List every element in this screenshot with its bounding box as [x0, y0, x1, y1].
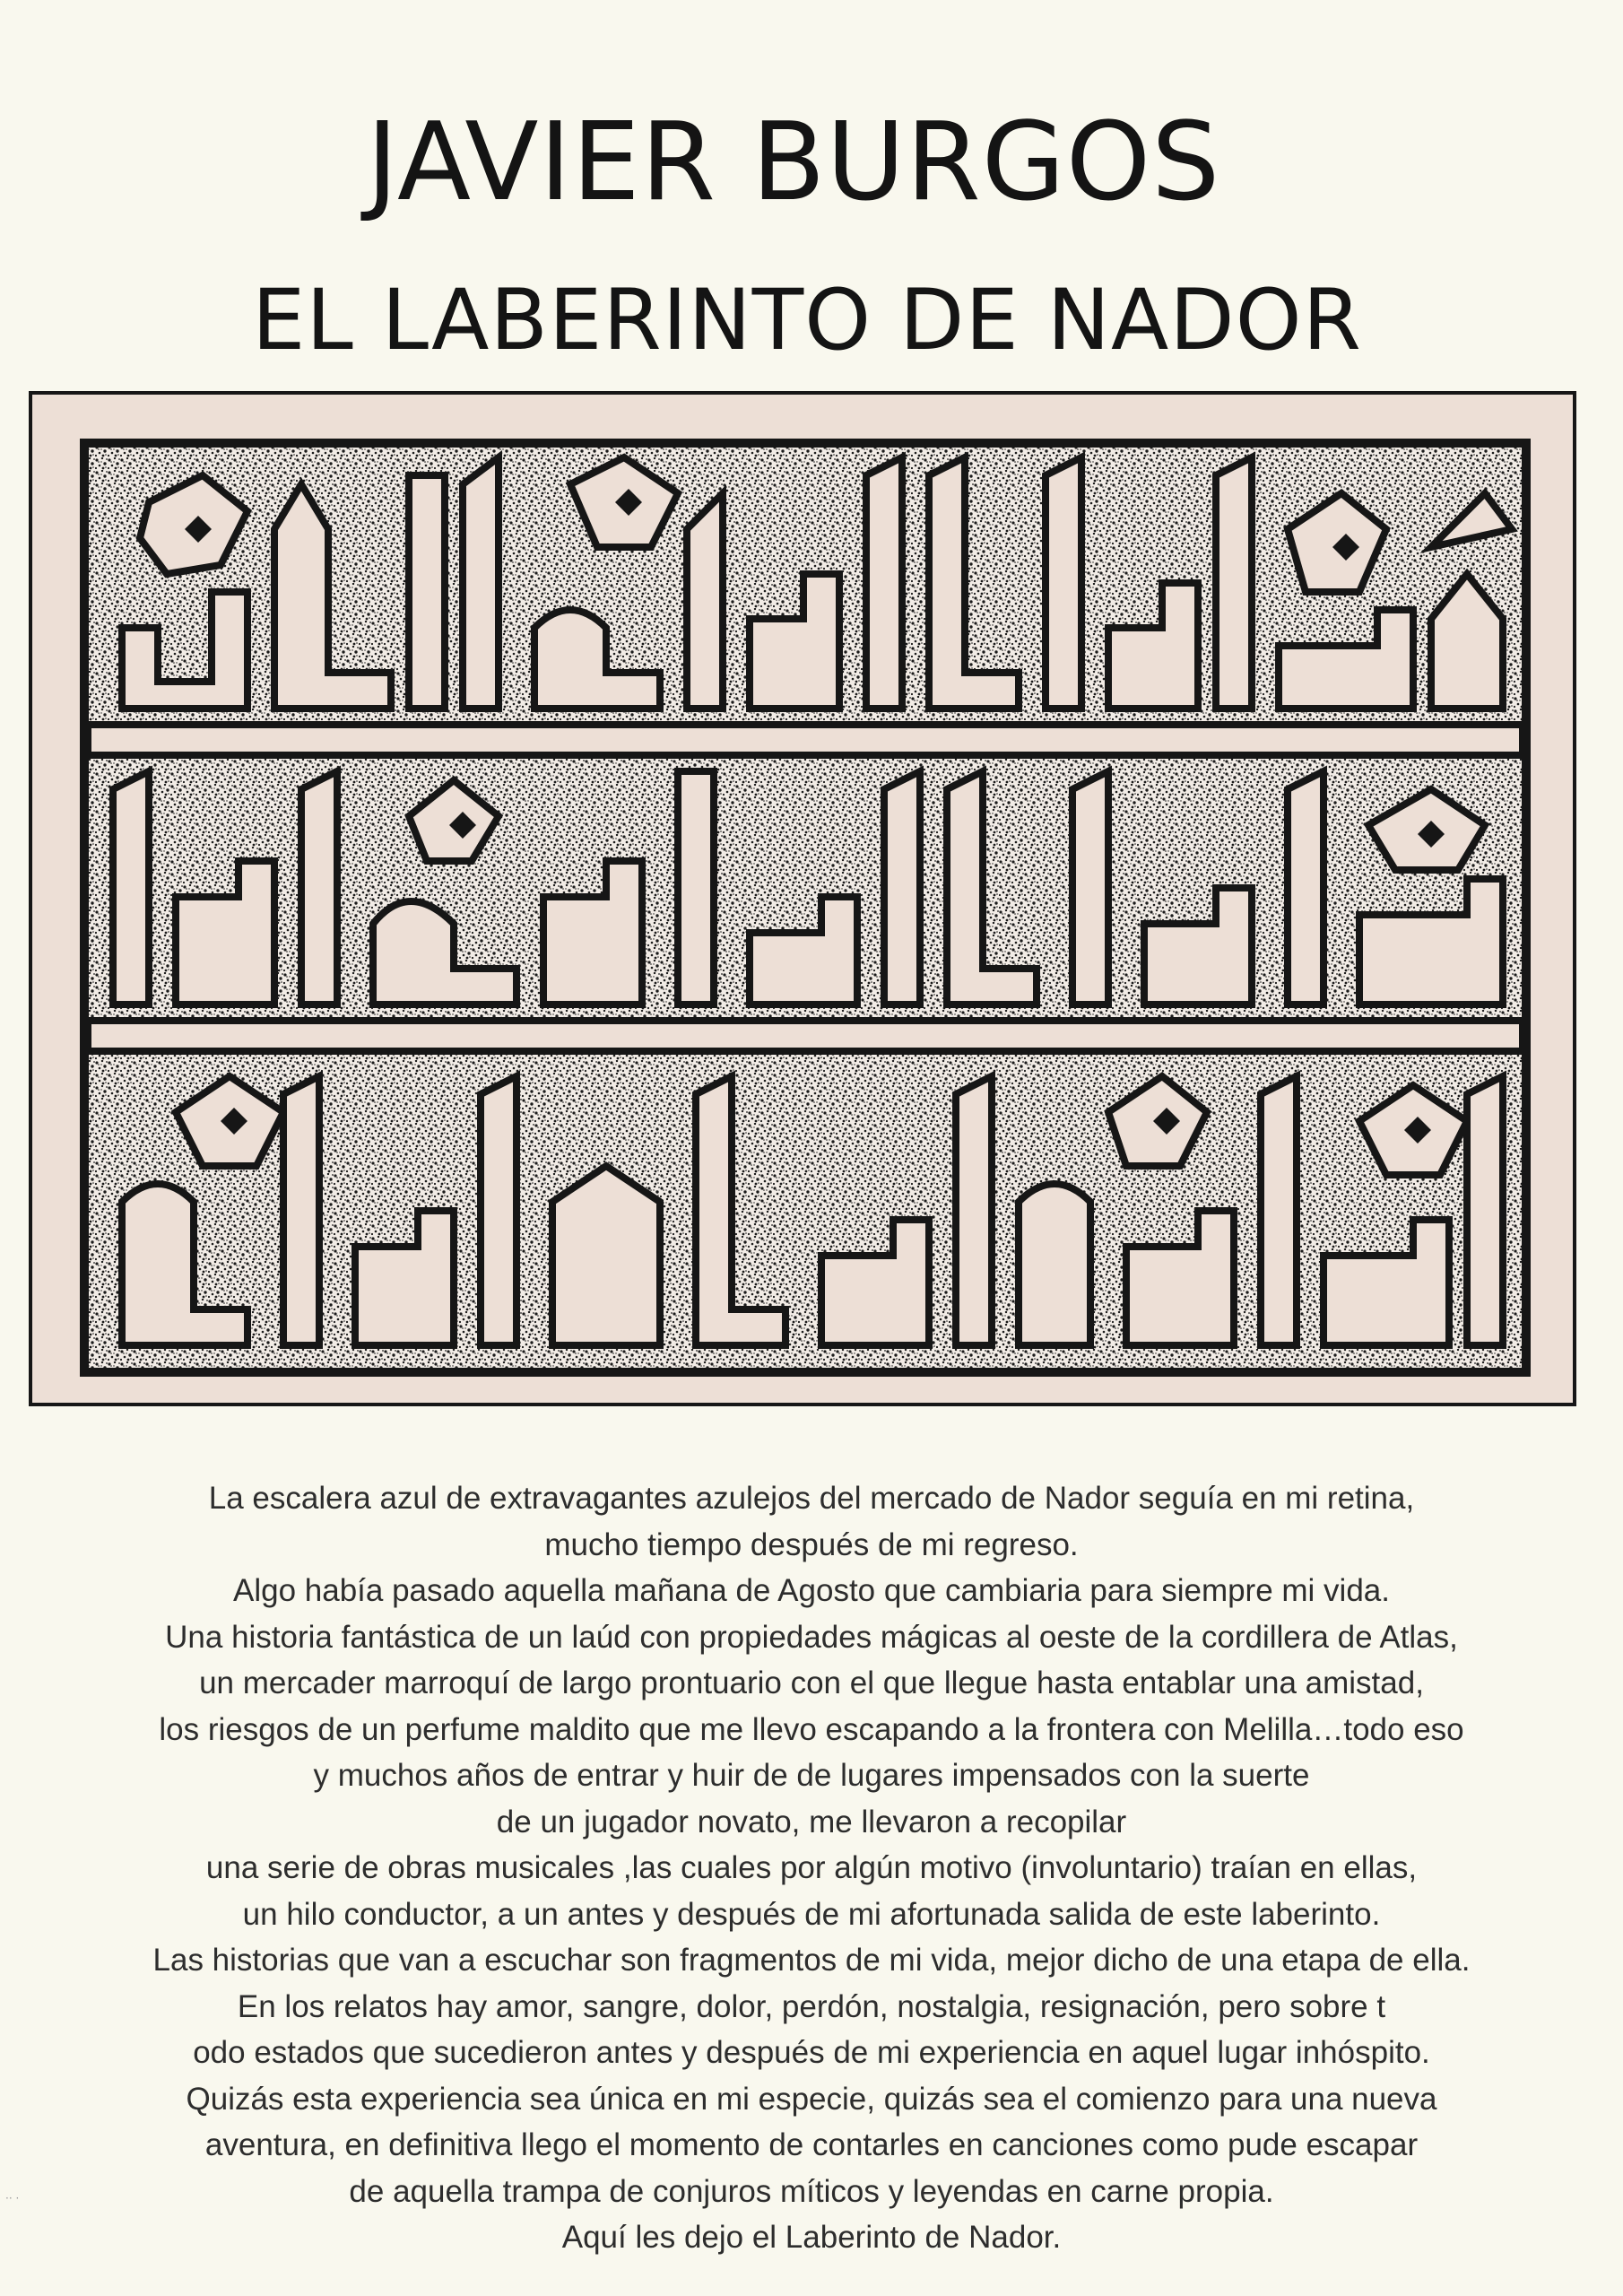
description-line: Quizás esta experiencia sea única en mi especie, quizás sea el comienzo para una nueva [186, 2081, 1437, 2117]
corner-mark: ·· · [5, 2192, 20, 2205]
description-line: Aquí les dejo el Laberinto de Nador. [561, 2220, 1062, 2255]
description-line: una serie de obras musicales ,las cuales por algún motivo (involuntario) traían en ellas, [205, 1850, 1418, 1885]
description-line: Las historias que van a escuchar son fragmentos de mi vida, mejor dicho de una etapa de ella. [152, 1943, 1471, 1978]
description-line: y muchos años de entrar y huir de de lugares impensados con la suerte [313, 1758, 1310, 1793]
description-line: Algo había pasado aquella mañana de Agosto que cambiaria para siempre mi vida. [233, 1573, 1390, 1608]
description-line: Una historia fantástica de un laúd con propiedades mágicas al oeste de la cordillera de Atlas, [165, 1619, 1458, 1655]
description-line: En los relatos hay amor, sangre, dolor, perdón, nostalgia, resignación, pero sobre t [237, 1988, 1386, 2024]
author-name: JAVIER BURGOS [366, 100, 1221, 225]
description-line: mucho tiempo después de mi regreso. [544, 1526, 1079, 1562]
description-line: aventura, en definitiva llego el momento de contarles en canciones como pude escapar [204, 2127, 1419, 2162]
kufic-calligraphy-artwork [29, 391, 1576, 1406]
description-line: los riesgos de un perfume maldito que me llevo escapando a la frontera con Melilla…todo eso [159, 1711, 1464, 1747]
album-description [0, 1475, 1623, 2261]
album-title: EL LABERINTO DE NADOR [252, 272, 1362, 370]
description-line: un hilo conductor, a un antes y después de mi afortunada salida de este laberinto. [242, 1896, 1381, 1932]
kufic-calligraphy-icon [32, 395, 1573, 1403]
description-line: de un jugador novato, me llevaron a recopilar [496, 1804, 1127, 1839]
description-line: un mercader marroquí de largo prontuario con el que llegue hasta entablar una amistad, [199, 1665, 1424, 1700]
description-line: La escalera azul de extravagantes azulejos del mercado de Nador seguía en mi retina, [208, 1481, 1415, 1516]
description-line: de aquella trampa de conjuros míticos y leyendas en carne propia. [349, 2173, 1274, 2209]
description-line: odo estados que sucedieron antes y después de mi experiencia en aquel lugar inhóspito. [193, 2035, 1430, 2070]
